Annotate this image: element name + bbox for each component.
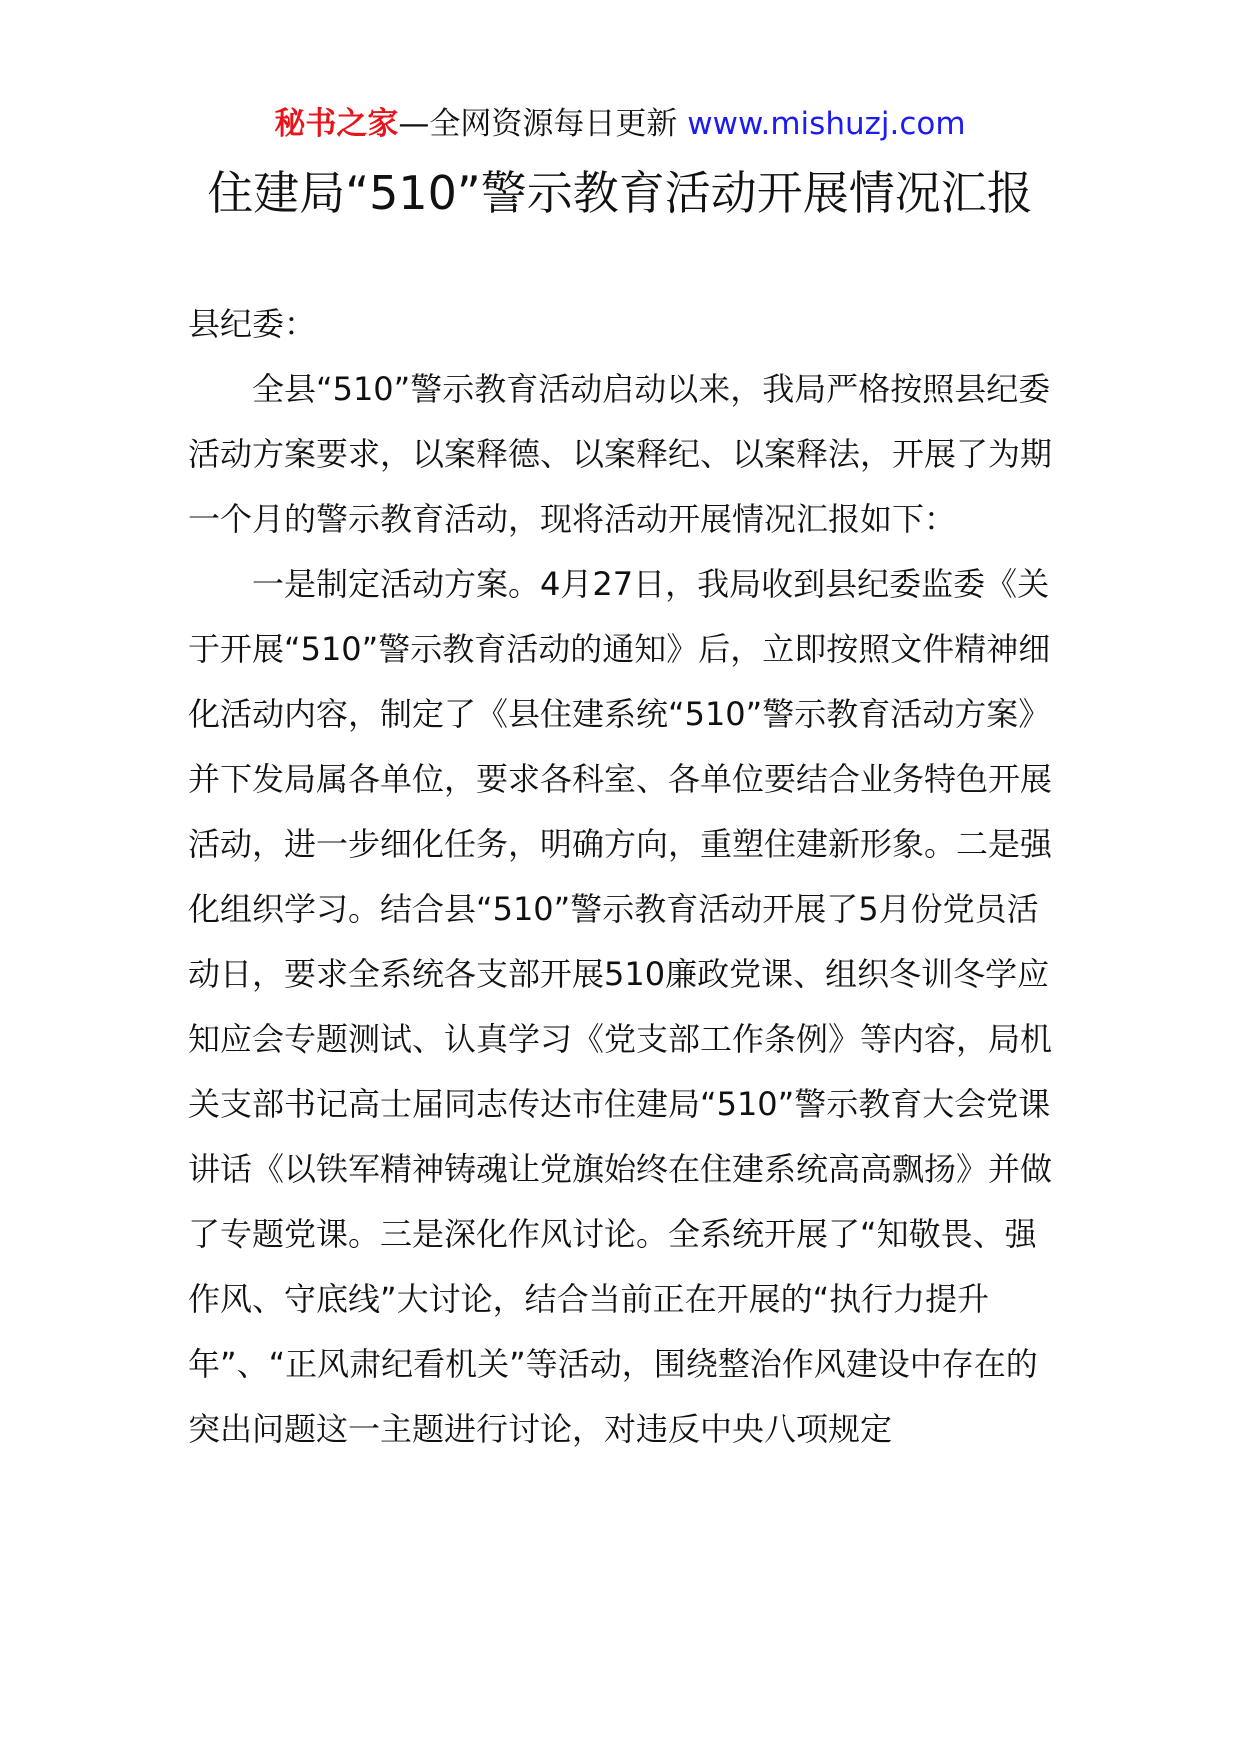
document-title: 住建局“510”警示教育活动开展情况汇报 [207, 166, 1033, 220]
site-tagline: —全网资源每日更新 [398, 106, 688, 142]
paragraph-intro: 全县“510”警示教育活动启动以来，我局严格按照县纪委活动方案要求，以案释德、以案释纪、以案释法，开展了为期一个月的警示教育活动，现将活动开展情况汇报如下： [188, 370, 1053, 538]
salutation: 县纪委： [188, 305, 317, 343]
paragraph-measures: 一是制定活动方案。4月27日，我局收到县纪委监委《关于开展“510”警示教育活动的通知》后，立即按照文件精神细化活动内容，制定了《县住建系统“510”警示教育活动方案》并下发局属各单位，要求各科室、各单位要结合业务特色开展活动，进一步细化任务，明确方向，重塑住建新形象。二是强化组织学习。结合县“510”警示教育活动开展了5月份党员活动日，要求全系统各支部开展510廉政党课、组织冬训冬学应知应会专题测试、认真学习《党支部工作条例》等内容，局机关支部书记高士届同志传达市住建局“510”警示教育大会党课讲话《以铁军精神铸魂让党旗始终在住建系统高高飘扬》并做了专题党课。三是深化作风讨论。全系统开展了“知敬畏、强作风、守底线”大讨论，结合当前正在开展的“执行力提升年”、“正风肃纪看机关”等活动，围绕整治作风建设中存在的突出问题这一主题进行讨论，对违反中央八项规定 [188, 565, 1053, 1448]
site-header [0, 104, 1240, 144]
site-brand: 秘书之家 [274, 106, 399, 142]
document-body [188, 292, 1058, 1462]
site-url-link[interactable]: www.mishuzj.com [687, 106, 966, 142]
